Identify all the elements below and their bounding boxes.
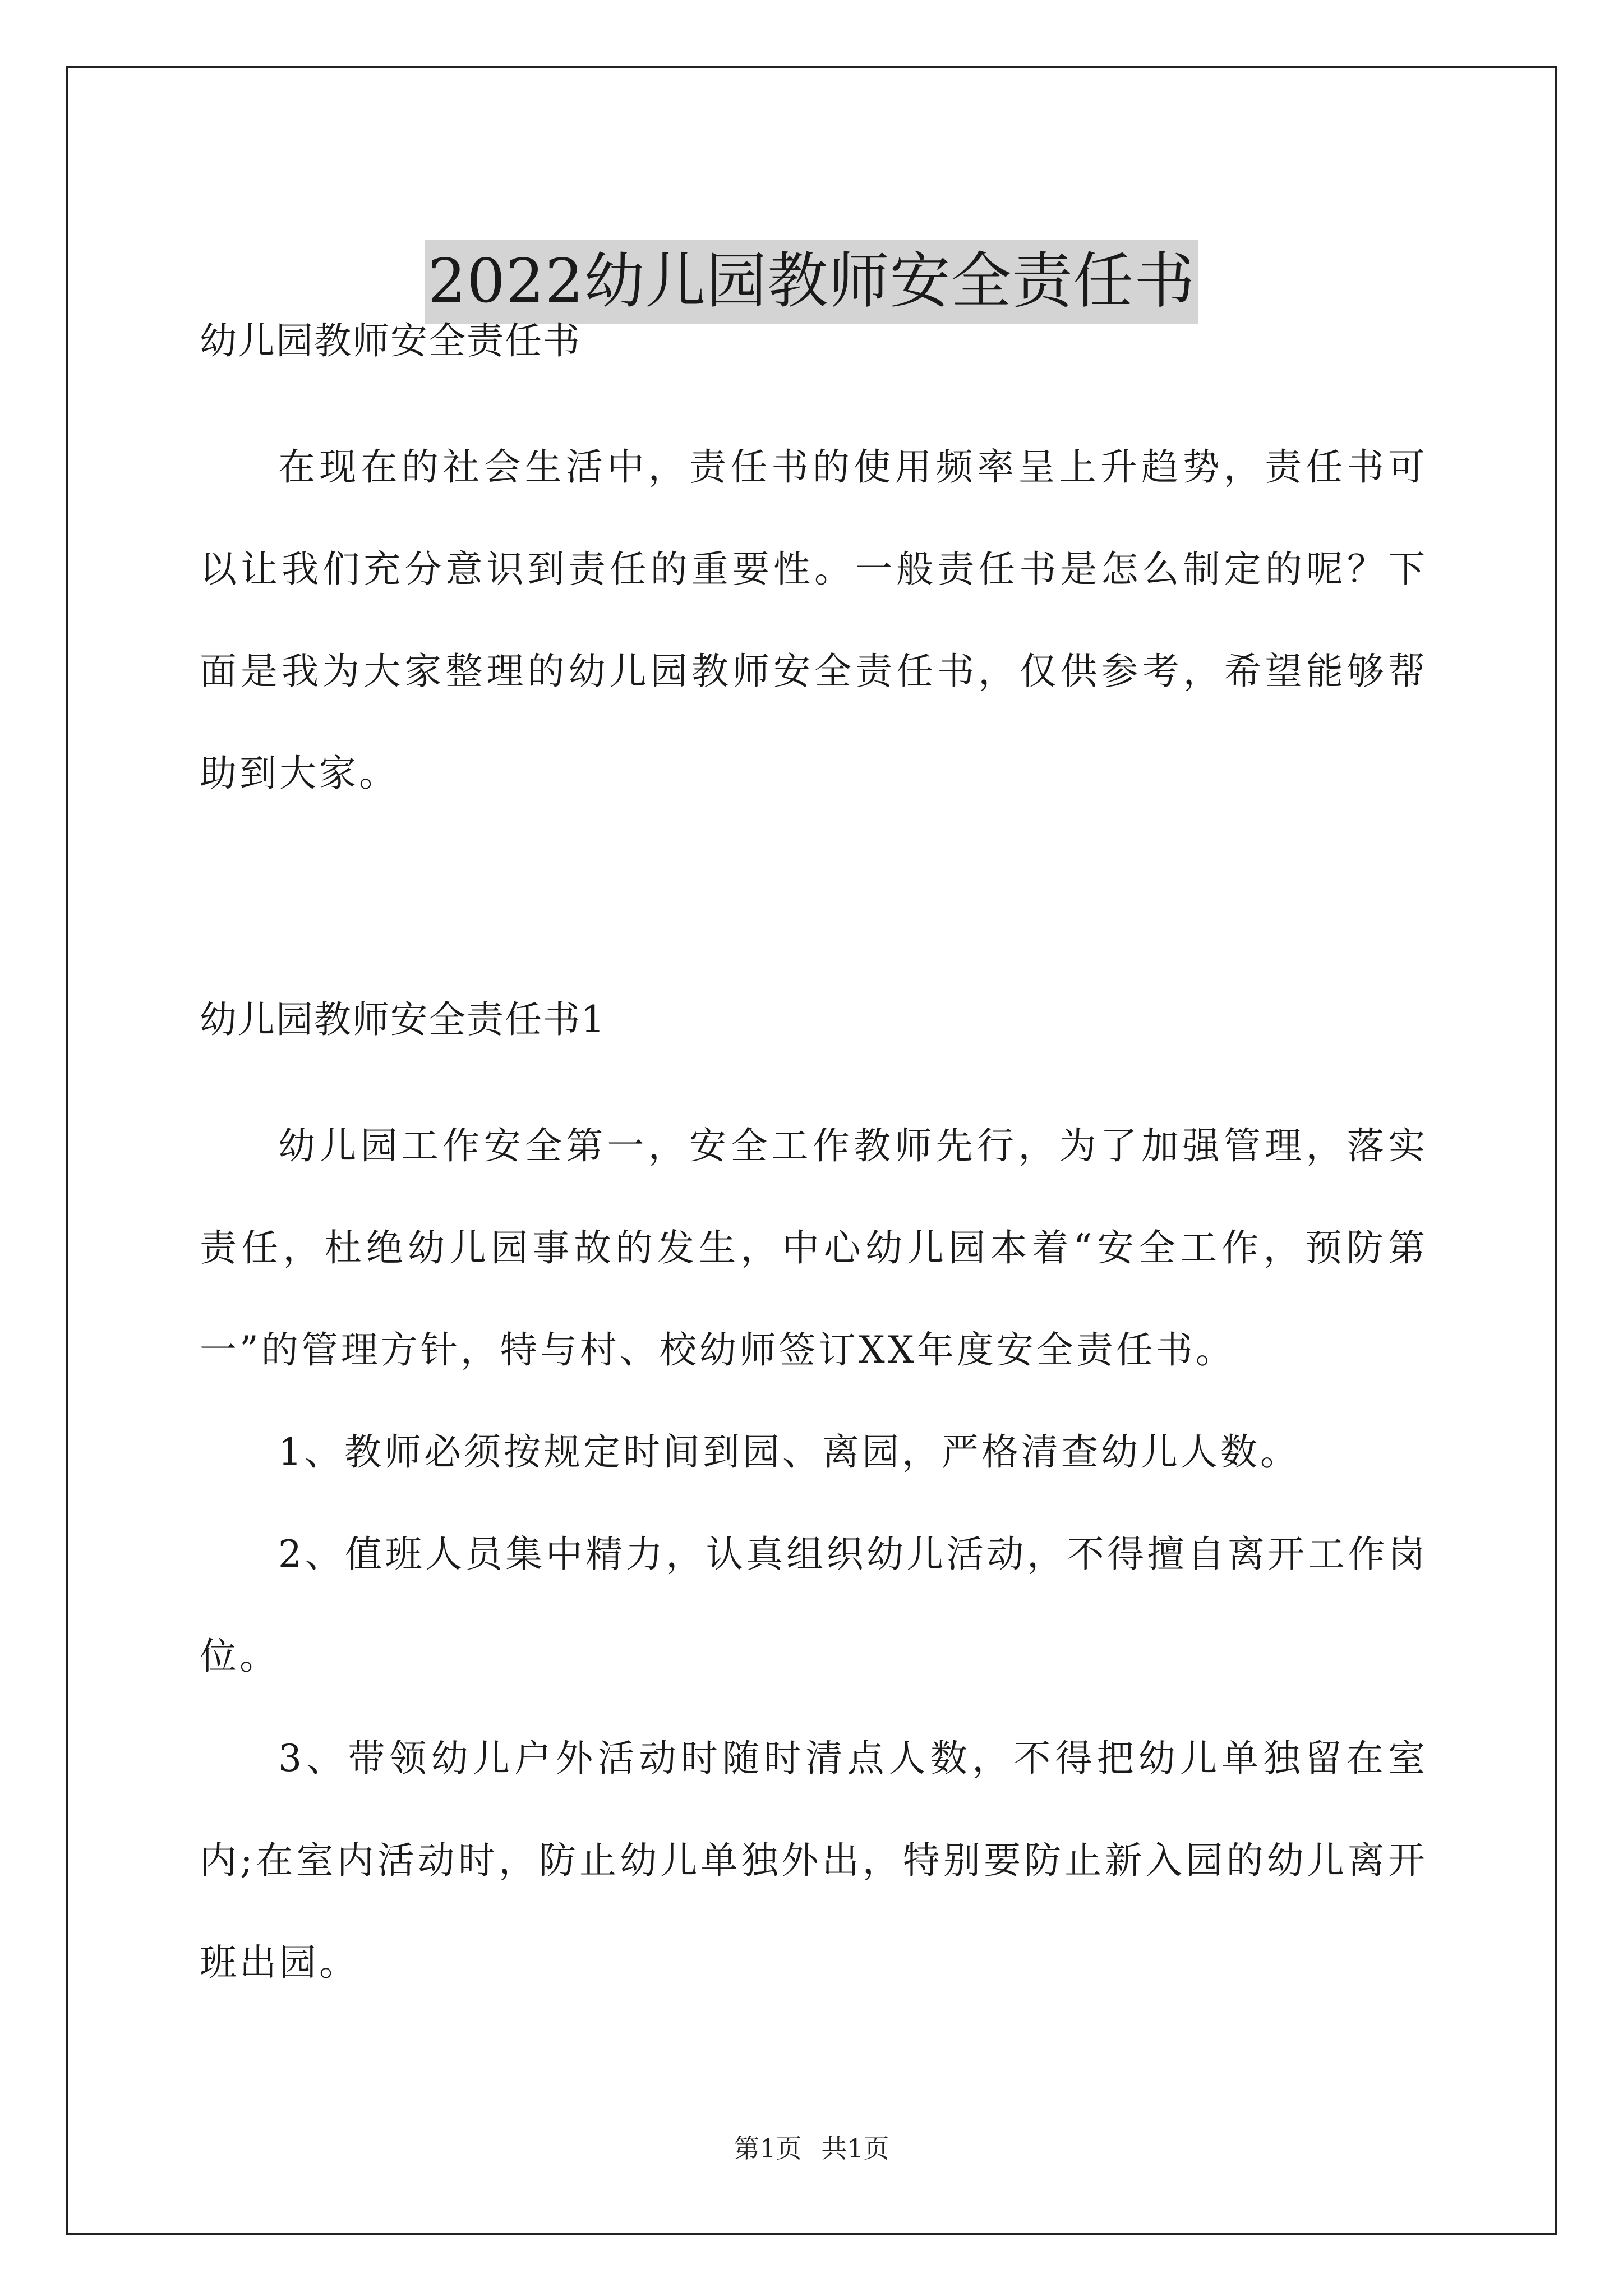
document-title: 2022幼儿园教师安全责任书 [425,240,1199,324]
rule-item-2: 2、值班人员集中精力，认真组织幼儿活动，不得擅自离开工作岗位。 [200,1533,1428,1678]
body-paragraph: 幼儿园工作安全第一，安全工作教师先行，为了加强管理，落实责任，杜绝幼儿园事故的发生，中心幼儿园本着“安全工作，预防第一”的管理方针，特与村、校幼师签订XX年度安全责任书。 [200,1124,1428,1372]
page-footer [0,2132,1623,2165]
rule-item-3: 3、带领幼儿户外活动时随时清点人数，不得把幼儿单独留在室内;在室内活动时，防止幼儿单独外出，特别要防止新入园的幼儿离开班出园。 [200,1737,1428,1984]
document-body [200,314,1428,2014]
page-total: 共1页 [821,2133,889,2164]
intro-paragraph: 在现在的社会生活中，责任书的使用频率呈上升趋势，责任书可以让我们充分意识到责任的重要性。一般责任书是怎么制定的呢？下面是我为大家整理的幼儿园教师安全责任书，仅供参考，希望能够帮助到大家。 [200,445,1428,795]
page-number: 第1页 [734,2133,802,2164]
section-heading-1: 幼儿园教师安全责任书1 [200,998,606,1041]
section-heading: 幼儿园教师安全责任书 [200,319,581,362]
rule-item-1: 1、教师必须按规定时间到园、离园，严格清查幼儿人数。 [278,1430,1300,1474]
